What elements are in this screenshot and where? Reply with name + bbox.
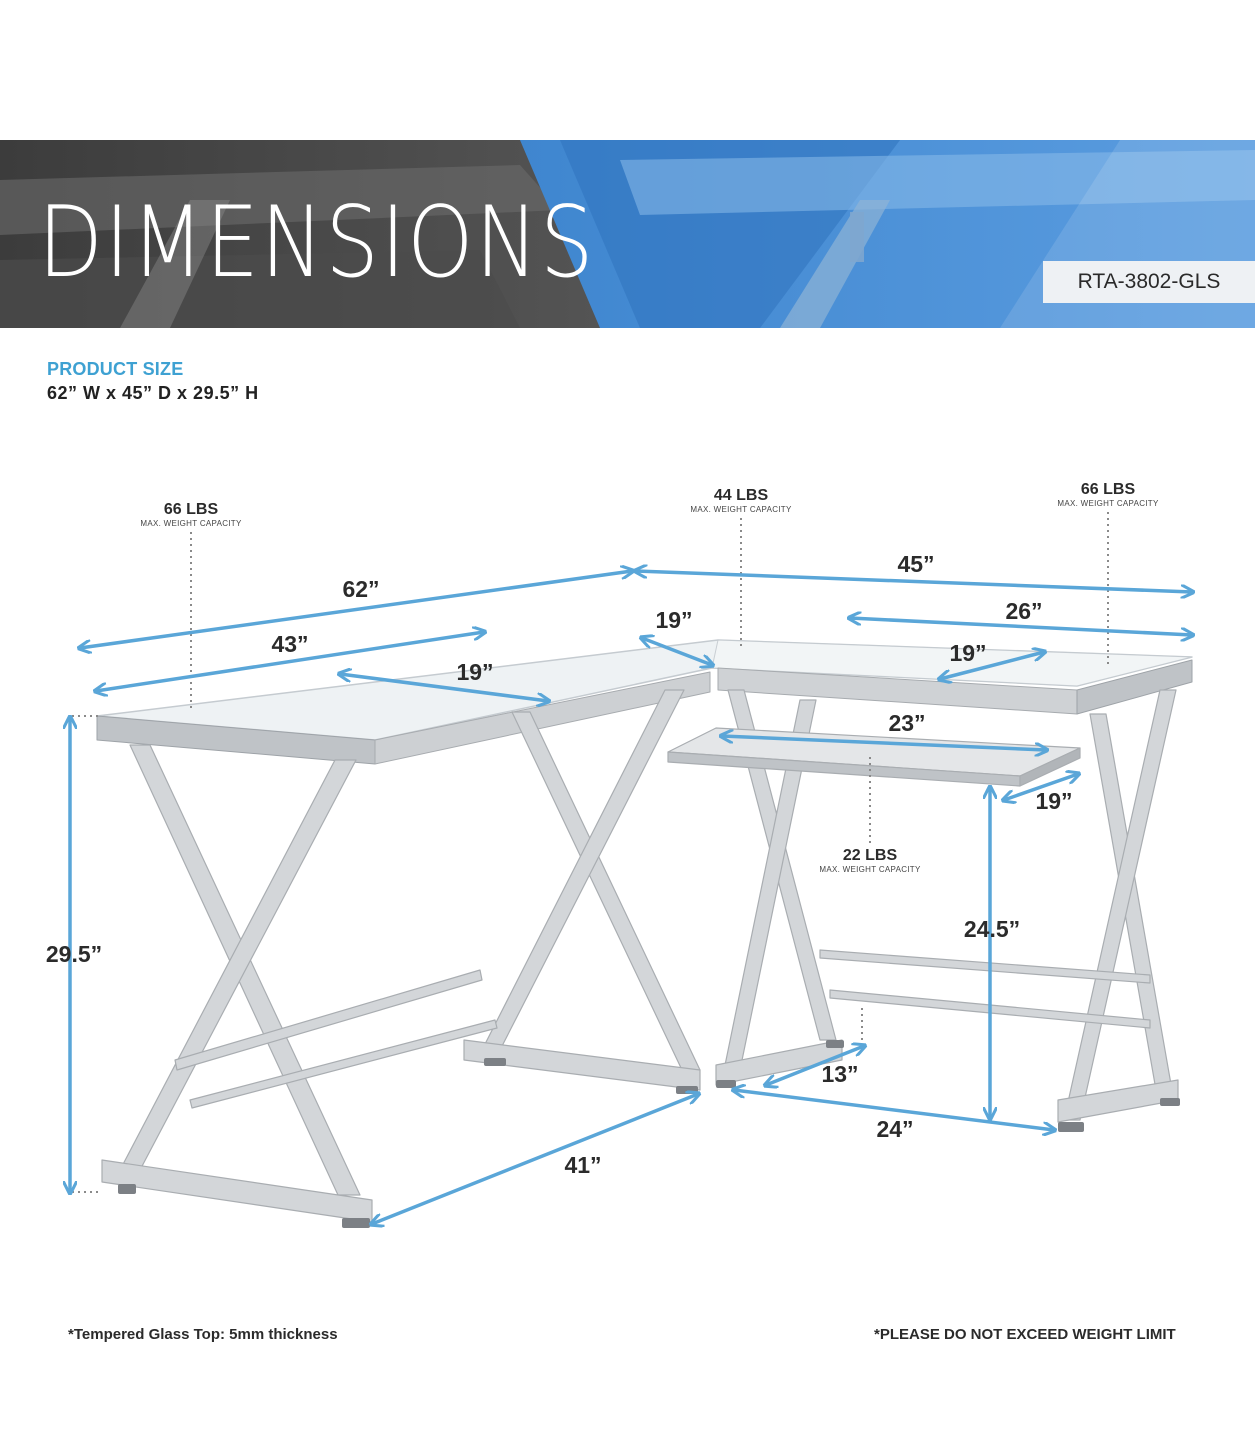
label-tray-height: 24.5” (963, 916, 1021, 942)
capacity-right-sub: MAX. WEIGHT CAPACITY (1057, 499, 1159, 508)
label-overall-width: 62” (342, 576, 380, 602)
label-left-base: 41” (564, 1152, 602, 1178)
product-size-label: PRODUCT SIZE (47, 359, 184, 379)
capacity-left-value: 66 LBS (163, 501, 219, 518)
label-left-top-depth: 19” (456, 659, 494, 685)
capacity-corner-sub: MAX. WEIGHT CAPACITY (690, 505, 792, 514)
label-tray-depth: 19” (1035, 788, 1073, 814)
arrow-left-base (372, 1094, 698, 1224)
product-size-value: 62” W x 45” D x 29.5” H (47, 383, 259, 403)
label-left-top-length: 43” (271, 631, 309, 657)
page-title: DIMENSIONS (38, 186, 596, 300)
label-height: 29.5” (45, 941, 103, 967)
capacity-right-value: 66 LBS (1080, 481, 1136, 498)
desk-illustration (97, 640, 1192, 1228)
label-tray-width: 23” (888, 710, 926, 736)
label-overall-depth: 45” (897, 551, 935, 577)
capacity-left-sub: MAX. WEIGHT CAPACITY (140, 519, 242, 528)
label-right-base: 24” (876, 1116, 914, 1142)
label-tray-base-depth: 13” (821, 1061, 859, 1087)
capacity-tray-sub: MAX. WEIGHT CAPACITY (819, 865, 921, 874)
label-return-depth: 19” (949, 640, 987, 666)
label-corner-depth: 19” (655, 607, 693, 633)
model-number-badge: RTA-3802-GLS (1043, 261, 1255, 303)
glass-thickness-note: *Tempered Glass Top: 5mm thickness (68, 1326, 338, 1343)
label-return-length: 26” (1005, 598, 1043, 624)
capacity-tray-value: 22 LBS (842, 847, 898, 864)
capacity-corner-value: 44 LBS (713, 487, 769, 504)
weight-limit-note: *PLEASE DO NOT EXCEED WEIGHT LIMIT (874, 1326, 1176, 1343)
